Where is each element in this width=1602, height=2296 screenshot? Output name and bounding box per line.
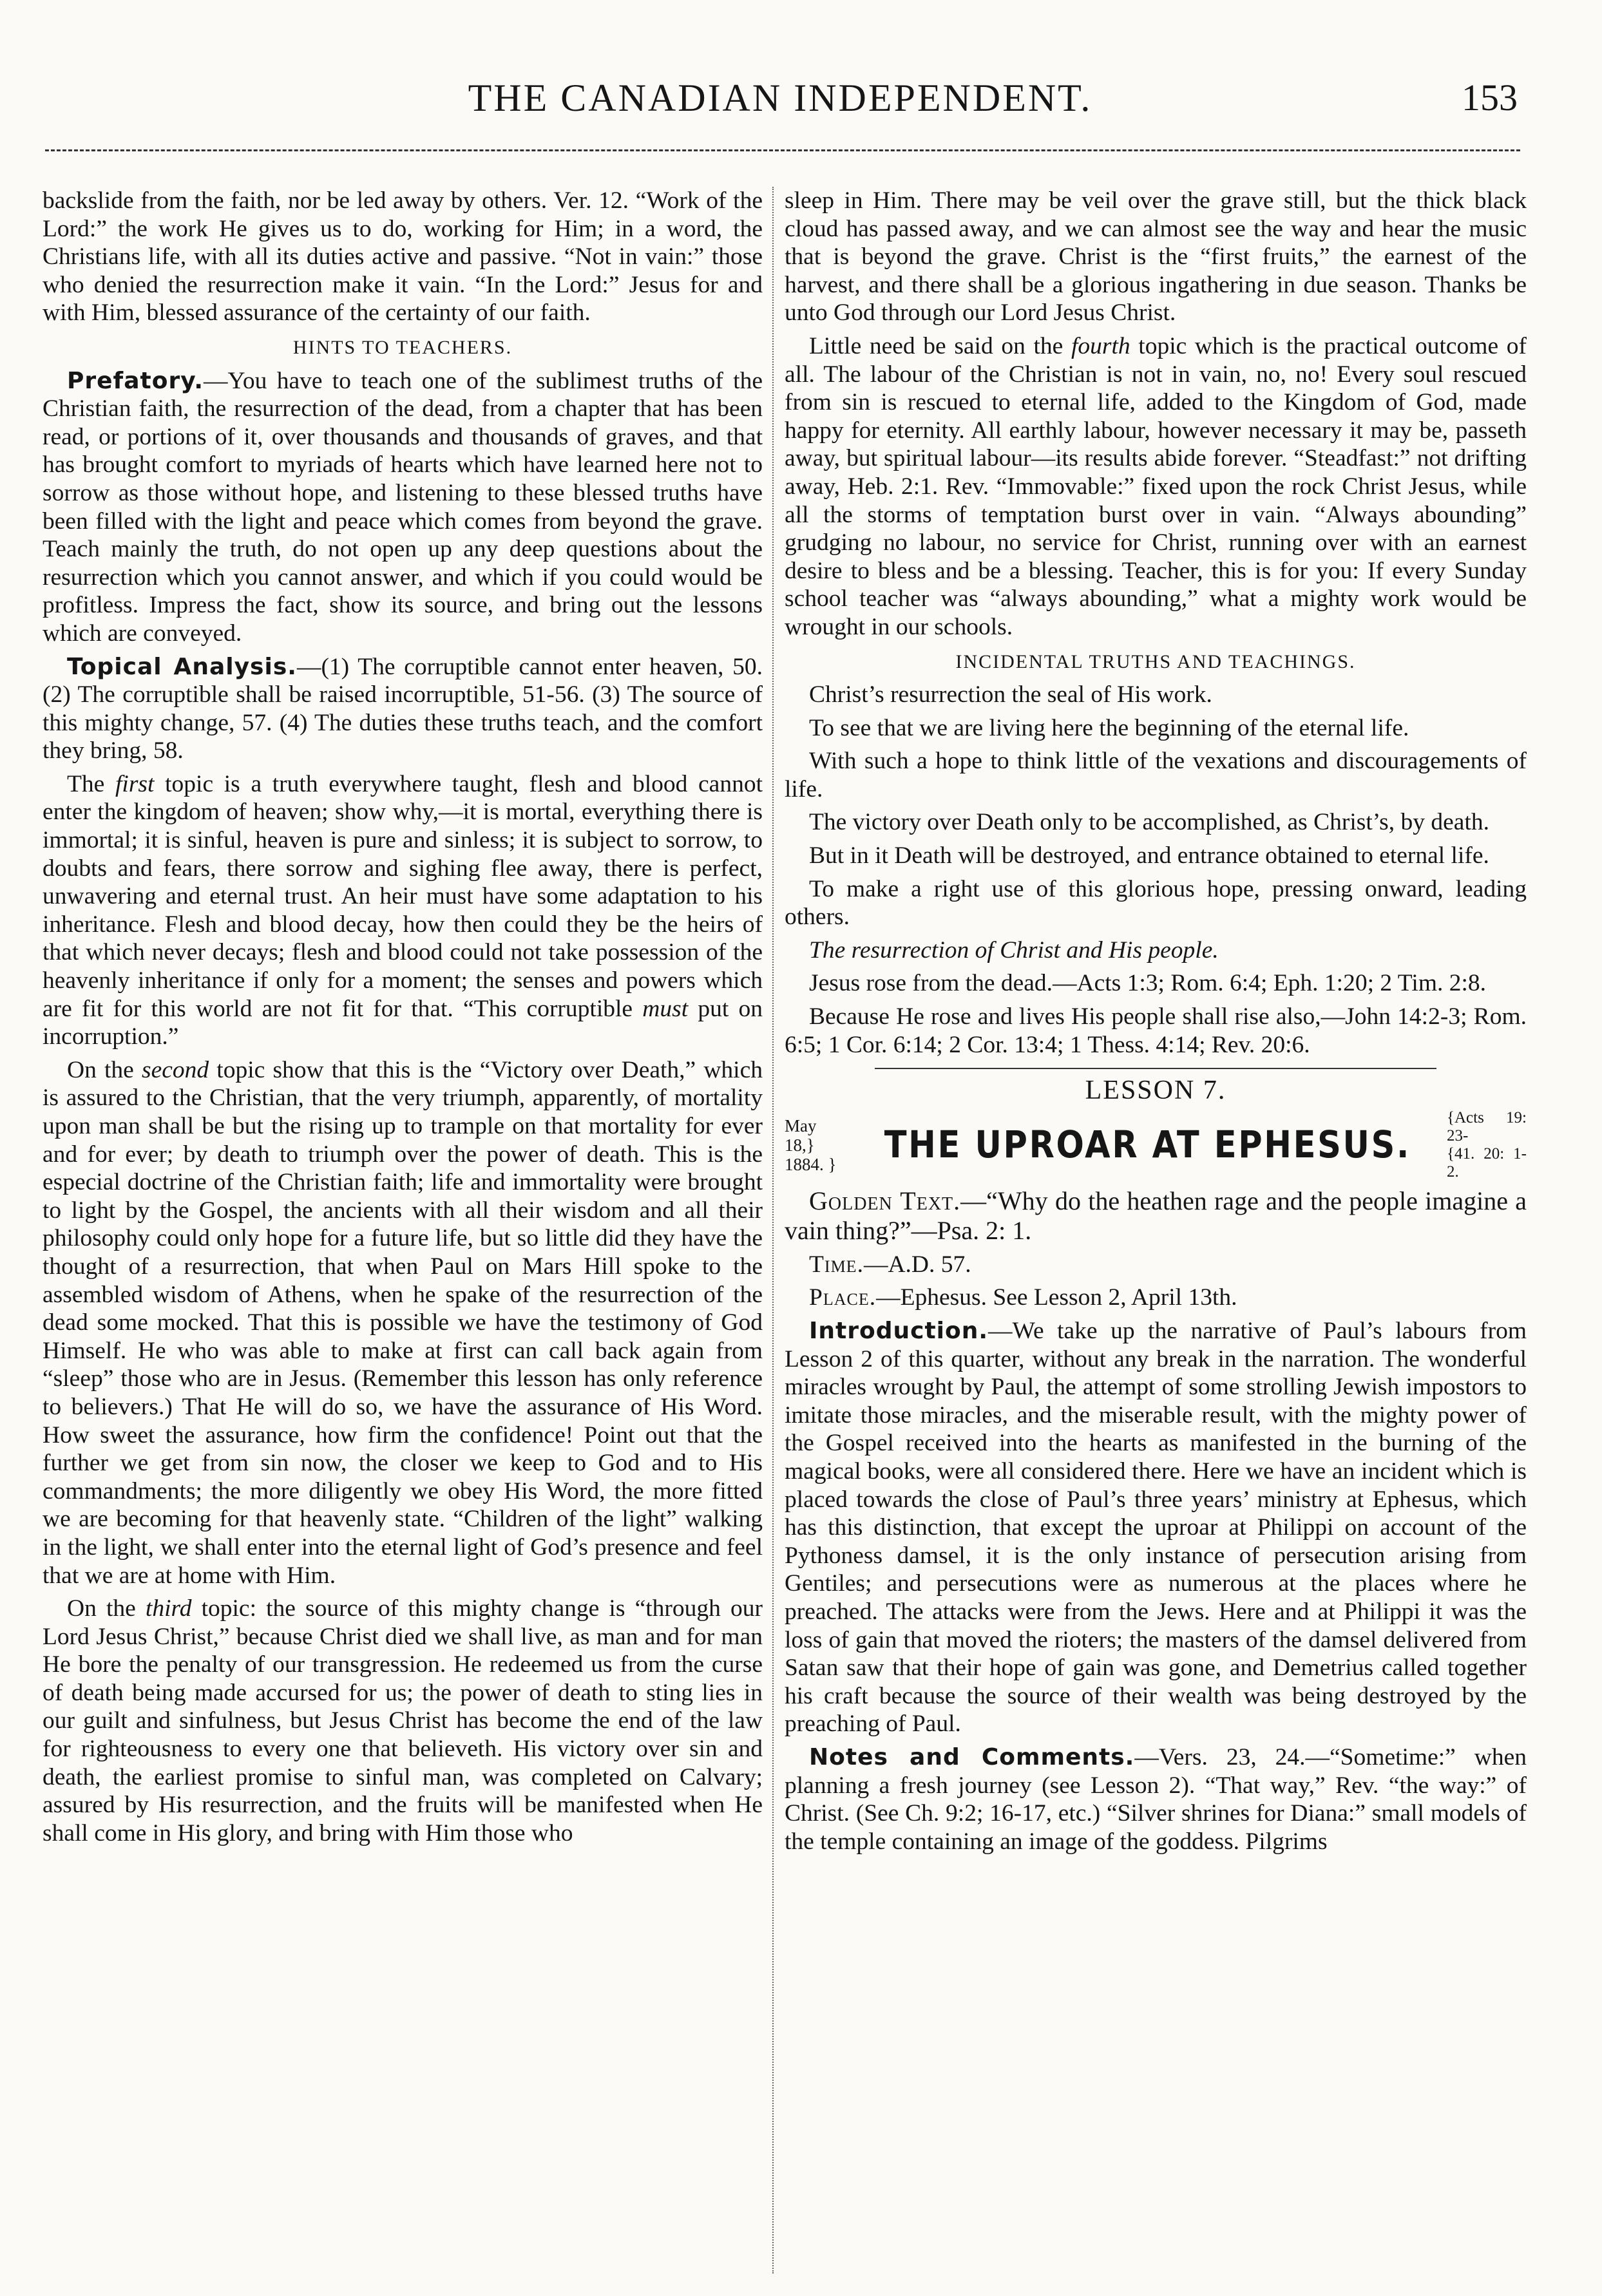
first-topic-word: first xyxy=(115,770,155,797)
lesson-scripture-line-1: {Acts 19: 23- xyxy=(1446,1108,1527,1144)
lesson-date-line-1: May 18,} xyxy=(785,1115,817,1155)
first-topic-end: put on incorruption.” xyxy=(43,995,763,1050)
lesson-title-line xyxy=(785,1109,1527,1181)
golden-text-body: —“Why do the heathen rage and the people imagine a vain thing?”—Psa. 2: 1. xyxy=(785,1186,1527,1245)
paragraph-third-topic xyxy=(43,1595,763,1847)
paragraph-sleep-in-him: sleep in Him. There may be veil over the grave still, but the thick black cloud has passed away, and we can almost see the way and hear the music that is beyond the grave. Christ is the “first fruits,” the earnest of the harvest, and there shall be a glorious ingathering in due season. Thanks be unto God through our Lord Jesus Christ. xyxy=(785,187,1527,327)
third-topic-word: third xyxy=(145,1595,192,1622)
left-column xyxy=(43,187,763,2280)
first-topic-pre: The xyxy=(67,770,115,797)
second-topic-text: topic show that this is the “Victory over Death,” which is assured to the Christian, that the very triumph, apparently, of mortality upon man shall be but the rising up to trample on that mortality for ever and for ever; by death to triumph over the power of death. This is the especial doctrine of the Christian faith; life and immortality were brought to light by the Gospel, the ancients with all their wisdom and all their philosophy could only hope for a future life, but so little did they have the thought of a resurrection, that when Paul on Mars Hill spoke to the assembled wisdom of Athens, when he spake of the resurrection of the dead some mocked. That this is possible we have the testimony of God Himself. He who was able to make at first can call back again from “sleep” those who are in Jesus. (Remember this lesson has only reference to believers.) That He will do so, we have the assurance of His Word. How sweet the assurance, how firm the confidence! Point out that the further we get from sin now, the closer we keep to God and to His commandments; the more diligently we obey His Word, the more fitted we are becoming for that heavenly state. “Children of the light” walking in the light, we shall enter into the eternal light of God’s presence and feel that we are at home with Him. xyxy=(43,1056,763,1589)
second-topic-word: second xyxy=(141,1056,209,1083)
journal-title: THE CANADIAN INDEPENDENT. xyxy=(468,77,1092,119)
right-column xyxy=(785,187,1527,2280)
notes-text: —Vers. 23, 24.—“Sometime:” when planning a fresh journey (see Lesson 2). “That way,” Rev. “the way:” of Christ. (See Ch. 9:2; 16-17, etc.) “Silver shrines for Diana:” small models of the temple containing an image of the goddess. Pilgrims xyxy=(785,1743,1527,1855)
fourth-topic-word: fourth xyxy=(1071,332,1130,359)
third-topic-pre: On the xyxy=(67,1595,146,1622)
paragraph-topical-analysis xyxy=(43,653,763,765)
time-line xyxy=(785,1251,1527,1279)
truth-item: To see that we are living here the beginning of the eternal life. xyxy=(809,714,1409,741)
place-line xyxy=(785,1284,1527,1312)
paragraph-second-topic xyxy=(43,1056,763,1589)
fourth-topic-text: topic which is the practical outcome of all. The labour of the Christian is not in vain, no, no! Every soul rescued from sin is rescued to eternal life, added to the Kingdom of God, made happy for eternity. All earthly labour, however necessary it may be, passeth away, but spiritual labour—its results abide forever. “Steadfast:” not drifting away, Heb. 2:1. Rev. “Immovable:” fixed upon the rock Christ Jesus, while all the storms of temptation burst over in vain. “Always abounding” grudging no labour, no service for Christ, running over with an earnest desire to bless and be a blessing. Teacher, this is for you: If every Sunday school teacher was “always abounding,” what a mighty work would be wrought in our schools. xyxy=(785,332,1527,640)
place-text: —Ephesus. See Lesson 2, April 13th. xyxy=(876,1284,1237,1311)
lesson-date xyxy=(785,1116,848,1174)
prefatory-text: —You have to teach one of the sublimest truths of the Christian faith, the resurrection of the dead, from a chapter that has been read, or portions of it, over thousands and thousands of graves, and that has brought comfort to myriads of hearts which have learned here not to sorrow as those without hope, and listening to these blessed truths have been filled with the light and peace which comes from beyond the grave. Teach mainly the truth, do not open up any deep questions about the resurrection which you cannot answer, and which if you could would be profitless. Impress the fact, show its source, and bring out the lessons which are conveyed. xyxy=(43,367,763,647)
paragraph-notes xyxy=(785,1743,1527,1855)
first-topic-text: topic is a truth everywhere taught, flesh and blood cannot enter the kingdom of heaven; show why,—it is mortal, everything there is immortal; it is sinful, heaven is pure and sinless; it is subject to sorrow, to doubts and fears, there sorrow and sighing flee away, there is perfect, unwavering and eternal trust. An heir must have some adaptation to his inheritance. Flesh and blood decay, how then could they be the heirs of that which never decays; flesh and blood could not take possession of the heavenly inheritance if only for a moment; the senses and powers which are fit for this world are not fit for that. “This corruptible xyxy=(43,770,763,1022)
resurrection-heading: The resurrection of Christ and His people. xyxy=(809,936,1219,963)
paragraph-jesus-rose: Jesus rose from the dead.—Acts 1:3; Rom. 6:4; Eph. 1:20; 2 Tim. 2:8. xyxy=(809,970,1487,997)
paragraph-introduction xyxy=(785,1317,1527,1738)
notes-label: Notes and Comments. xyxy=(809,1743,1135,1770)
hints-to-teachers-heading: HINTS TO TEACHERS. xyxy=(292,336,513,358)
topical-analysis-label: Topical Analysis. xyxy=(67,653,297,680)
truth-item: With such a hope to think little of the vexations and discouragements of life. xyxy=(785,748,1527,802)
time-text: —A.D. 57. xyxy=(863,1251,971,1278)
second-topic-pre: On the xyxy=(67,1056,142,1083)
incidental-truths-heading: INCIDENTAL TRUTHS AND TEACHINGS. xyxy=(955,650,1356,672)
paragraph-backslide: backslide from the faith, nor be led away by others. Ver. 12. “Work of the Lord:” the work He gives us to do, working for Him; in a word, the Christians life, with all its duties active and passive. “Not in vain:” those who denied the resurrection make it vain. “In the Lord:” Jesus for and with Him, blessed assurance of the certainty of our faith. xyxy=(43,187,763,327)
introduction-label: Introduction. xyxy=(809,1318,989,1344)
fourth-topic-pre: Little need be said on the xyxy=(809,332,1071,359)
lesson-scripture xyxy=(1447,1109,1527,1181)
lesson-title: THE UPROAR AT EPHESUS. xyxy=(884,1123,1411,1167)
truth-item: To make a right use of this glorious hope, pressing onward, leading others. xyxy=(785,875,1527,931)
page-number: 153 xyxy=(1462,77,1518,119)
paragraph-prefatory xyxy=(43,367,763,648)
truth-item: But in it Death will be destroyed, and entrance obtained to eternal life. xyxy=(809,842,1489,869)
paragraph-because: Because He rose and lives His people shall rise also,—John 14:2-3; Rom. 6:5; 1 Cor. 6:14; 2 Cor. 13:4; 1 Thess. 4:14; Rev. 20:6. xyxy=(785,1003,1527,1058)
page-header xyxy=(43,76,1518,128)
golden-text-label: Golden Text. xyxy=(809,1186,961,1215)
introduction-text: —We take up the narrative of Paul’s labours from Lesson 2 of this quarter, without any break in the narration. The wonderful miracles wrought by Paul, the attempt of some strolling Jewish impostors to imitate those miracles, and the miserable result, with the mighty power of the Gospel received into the hearts as manifested in the burning of the magical books, were all considered there. Here we have an incident which is placed towards the close of Paul’s three years’ ministry at Ephesus, which has this distinction, that except the uproar at Philippi on account of the Pythoness damsel, it is the only instance of persecution arising from Gentiles; and persecutions were as numerous at the places where he preached. The attacks were from the Jews. Here and at Philippi it was the loss of gain that moved the rioters; the masters of the damsel delivered from Satan saw that their hope of gain was gone, and Demetrius called together his craft because the source of their wealth was being destroyed by the preaching of Paul. xyxy=(785,1318,1527,1738)
third-topic-text: topic: the source of this mighty change is “through our Lord Jesus Christ,” because Christ died we shall live, as man and for man He bore the penalty of our transgression. He redeemed us from the curse of death being made accursed for us; the power of death to sting lies in our guilt and sinfulness, but Jesus Christ has become the end of the law for righteousness to every one that believeth. His victory over sin and death, the earliest promise to sinful man, was completed on Calvary; assured by His resurrection, and the fruits will be manifested when He shall come in His glory, and bring with Him those who xyxy=(43,1595,763,1846)
column-divider xyxy=(772,187,774,2273)
time-label: Time. xyxy=(809,1251,864,1278)
paragraph-first-topic xyxy=(43,770,763,1051)
lesson-date-line-2: 1884. } xyxy=(785,1154,837,1174)
lesson-scripture-line-2: {41. 20: 1-2. xyxy=(1446,1144,1527,1181)
lesson-number: LESSON 7. xyxy=(1085,1076,1226,1106)
first-topic-must: must xyxy=(642,995,689,1022)
place-label: Place. xyxy=(809,1284,877,1311)
topical-analysis-text: —(1) The corruptible cannot enter heaven, 50. (2) The corruptible shall be raised incorruptible, 51-56. (3) The source of this mighty change, 57. (4) The duties these truths teach, and the comfort they bring, 58. xyxy=(43,653,763,764)
section-rule xyxy=(875,1068,1436,1069)
truth-item: Christ’s resurrection the seal of His work. xyxy=(809,681,1212,708)
paragraph-fourth-topic xyxy=(785,332,1527,641)
header-rule xyxy=(45,149,1520,151)
prefatory-label: Prefatory. xyxy=(67,367,204,394)
truth-item: The victory over Death only to be accomplished, as Christ’s, by death. xyxy=(809,809,1489,836)
golden-text xyxy=(785,1186,1527,1246)
